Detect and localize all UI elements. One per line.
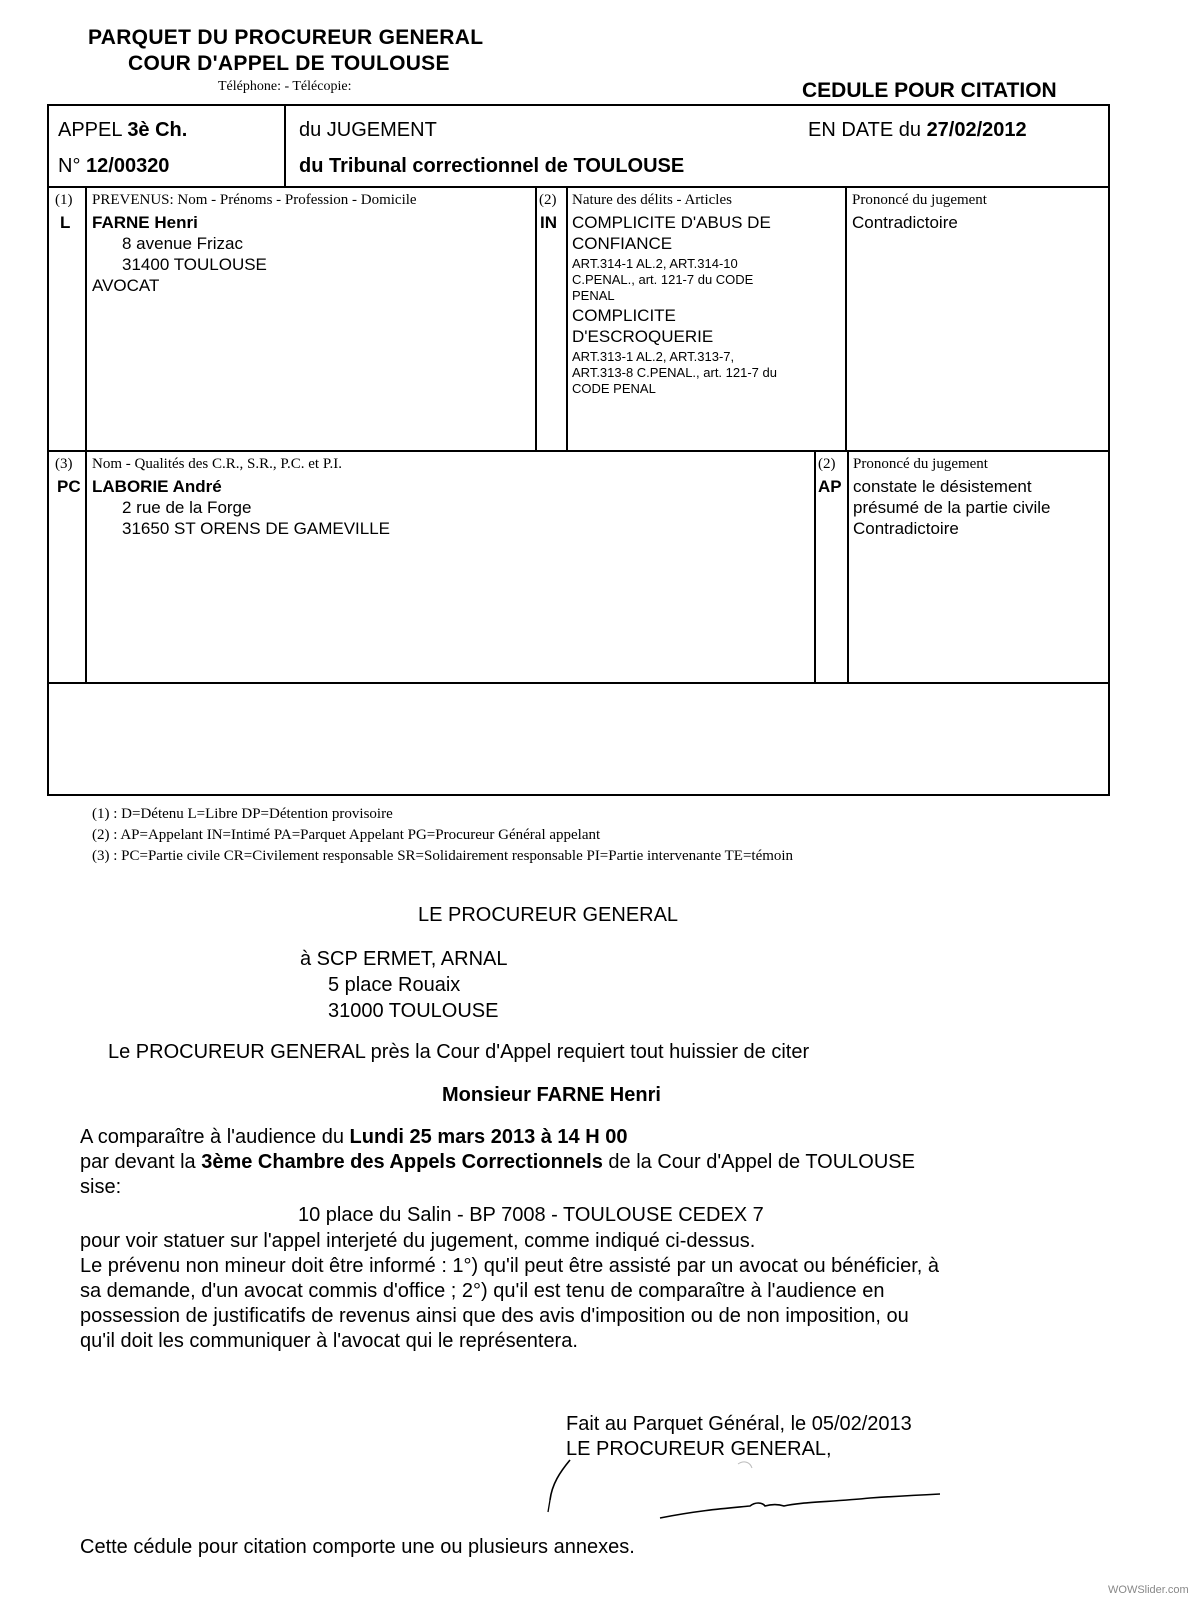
pc-col-num-2: (2) bbox=[818, 456, 836, 472]
delit1-title-b: CONFIANCE bbox=[572, 234, 673, 253]
pc-prononce-1: constate le désistement bbox=[853, 477, 1032, 496]
pc-prononce-3: Contradictoire bbox=[853, 519, 959, 538]
pc-address2: 31650 ST ORENS DE GAMEVILLE bbox=[122, 519, 391, 538]
parquet-header: PARQUET DU PROCUREUR GENERAL bbox=[88, 26, 484, 49]
col-num-1: (1) bbox=[55, 192, 73, 208]
delit1-art-a: ART.314-1 AL.2, ART.314-10 bbox=[572, 256, 738, 271]
body-p5: qu'il doit les communiquer à l'avocat qui le représentera. bbox=[80, 1330, 578, 1352]
delit1-title-a: COMPLICITE D'ABUS DE bbox=[572, 213, 771, 232]
document-title: CEDULE POUR CITATION bbox=[802, 79, 1057, 102]
case-number: N° 12/00320 bbox=[58, 155, 170, 177]
pc-code: PC bbox=[57, 477, 81, 496]
delit2-title-a: COMPLICITE bbox=[572, 306, 676, 325]
signature-image bbox=[540, 1450, 960, 1530]
prevenu-profession: AVOCAT bbox=[92, 276, 160, 295]
fait-line: Fait au Parquet Général, le 05/02/2013 bbox=[566, 1413, 912, 1435]
body-p2: Le prévenu non mineur doit être informé : 1°) qu'il peut être assisté par un avocat ou bénéficier, à bbox=[80, 1255, 939, 1277]
prevenu-address2: 31400 TOULOUSE bbox=[122, 255, 267, 274]
tribunal-label: du Tribunal correctionnel de TOULOUSE bbox=[299, 155, 685, 177]
prevenus-heading: PREVENUS: Nom - Prénoms - Profession - Domicile bbox=[92, 192, 417, 208]
delits-heading: Nature des délits - Articles bbox=[572, 192, 732, 208]
pc-address1: 2 rue de la Forge bbox=[122, 498, 252, 517]
chamber-line: par devant la 3ème Chambre des Appels Correctionnels de la Cour d'Appel de TOULOUSE bbox=[80, 1151, 915, 1173]
cited-person: Monsieur FARNE Henri bbox=[442, 1084, 661, 1106]
body-p4: possession de justificatifs de revenus ainsi que des avis d'imposition ou de non imposition, ou bbox=[80, 1305, 909, 1327]
jugement-label: du JUGEMENT bbox=[299, 119, 437, 141]
addressee-3: 31000 TOULOUSE bbox=[328, 1000, 499, 1022]
appel-chamber: APPEL 3è Ch. bbox=[58, 119, 188, 141]
court-address: 10 place du Salin - BP 7008 - TOULOUSE CEDEX 7 bbox=[298, 1204, 764, 1226]
judgment-date: EN DATE du 27/02/2012 bbox=[808, 119, 1027, 141]
col-num-2: (2) bbox=[539, 192, 557, 208]
body-p1: pour voir statuer sur l'appel interjeté du jugement, comme indiqué ci-dessus. bbox=[80, 1230, 756, 1252]
prononce-value: Contradictoire bbox=[852, 213, 958, 232]
col-num-3: (3) bbox=[55, 456, 73, 472]
delit1-art-b: C.PENAL., art. 121-7 du CODE bbox=[572, 272, 754, 287]
procureur-title: LE PROCUREUR GENERAL bbox=[418, 904, 679, 926]
body-p3: sa demande, d'un avocat commis d'office ; 2°) qu'il est tenu de comparaître à l'audience en bbox=[80, 1280, 885, 1302]
phone-line: Téléphone: - Télécopie: bbox=[218, 79, 352, 94]
hearing-line: A comparaître à l'audience du Lundi 25 mars 2013 à 14 H 00 bbox=[80, 1126, 628, 1148]
addressee-2: 5 place Rouaix bbox=[328, 974, 461, 996]
delit1-art-c: PENAL bbox=[572, 288, 615, 303]
legend-2: (2) : AP=Appelant IN=Intimé PA=Parquet Appelant PG=Procureur Général appelant bbox=[92, 827, 601, 843]
signatory: LE PROCUREUR GENERAL, bbox=[566, 1438, 832, 1460]
addressee-1: à SCP ERMET, ARNAL bbox=[300, 948, 508, 970]
prononce-heading: Prononcé du jugement bbox=[852, 192, 987, 208]
delit2-title-b: D'ESCROQUERIE bbox=[572, 327, 714, 346]
sise-label: sise: bbox=[80, 1176, 122, 1198]
delit2-art-c: CODE PENAL bbox=[572, 381, 656, 396]
annex-note: Cette cédule pour citation comporte une ou plusieurs annexes. bbox=[80, 1536, 635, 1558]
pc-role-code: AP bbox=[818, 477, 842, 496]
pc-name: LABORIE André bbox=[92, 477, 222, 496]
pc-heading: Nom - Qualités des C.R., S.R., P.C. et P.I. bbox=[92, 456, 343, 472]
prevenu-address1: 8 avenue Frizac bbox=[122, 234, 243, 253]
delit2-art-a: ART.313-1 AL.2, ART.313-7, bbox=[572, 349, 735, 364]
legend-1: (1) : D=Détenu L=Libre DP=Détention provisoire bbox=[92, 806, 393, 822]
request-line: Le PROCUREUR GENERAL près la Cour d'Appel requiert tout huissier de citer bbox=[108, 1041, 810, 1063]
role-code: IN bbox=[540, 213, 557, 232]
status-code: L bbox=[60, 213, 71, 232]
watermark: WOWSlider.com bbox=[1108, 1584, 1189, 1596]
prevenu-name: FARNE Henri bbox=[92, 213, 198, 232]
pc-prononce-2: présumé de la partie civile bbox=[853, 498, 1051, 517]
court-header: COUR D'APPEL DE TOULOUSE bbox=[128, 52, 450, 75]
legend-3: (3) : PC=Partie civile CR=Civilement responsable SR=Solidairement responsable PI=Partie intervenante TE=témoin bbox=[92, 848, 794, 864]
pc-prononce-heading: Prononcé du jugement bbox=[853, 456, 988, 472]
delit2-art-b: ART.313-8 C.PENAL., art. 121-7 du bbox=[572, 365, 777, 380]
